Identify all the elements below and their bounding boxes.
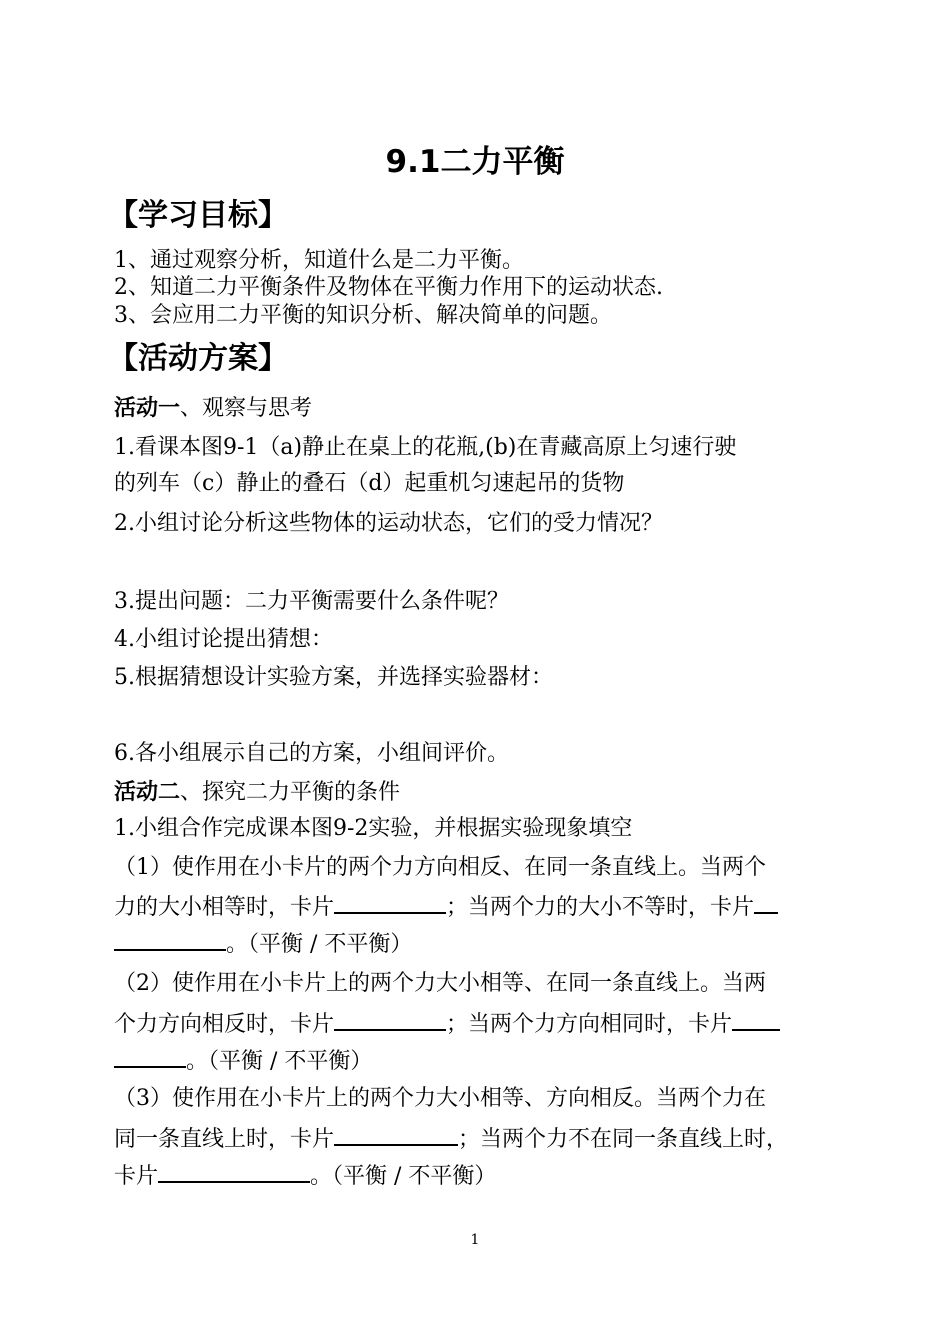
q1-options: 。（平衡 / 不平衡） [226, 932, 413, 957]
objective-item-1: 1、通过观察分析，知道什么是二力平衡。 [114, 248, 524, 273]
q1-line-1: （1）使作用在小卡片的两个力方向相反、在同一条直线上。当两个 [114, 855, 766, 880]
q2-line-2 [114, 1005, 844, 1043]
q3-line-1: （3）使作用在小卡片上的两个力大小相等、方向相反。当两个力在 [114, 1086, 766, 1111]
activity1-line-6: 5.根据猜想设计实验方案，并选择实验器材： [114, 665, 553, 690]
activity1-line-5: 4.小组讨论提出猜想： [114, 627, 333, 652]
activity1-label: 活动一 [114, 396, 181, 421]
q1-line-2 [114, 888, 844, 926]
activity1-line-1: 1.看课本图9-1（a)静止在桌上的花瓶,(b)在青藏高原上匀速行驶 [114, 435, 737, 460]
q2-line-3 [114, 1042, 844, 1080]
q1-blank-2-cont[interactable] [114, 925, 226, 951]
q1-blank-1[interactable] [334, 888, 446, 914]
q2-blank-2[interactable] [732, 1005, 780, 1031]
activity1-line-7: 6.各小组展示自己的方案，小组间评价。 [114, 741, 509, 766]
q3-text-c: 卡片 [114, 1164, 159, 1189]
activity2-label: 活动二 [114, 780, 181, 805]
activity1-line-4: 3.提出问题：二力平衡需要什么条件呢？ [114, 589, 509, 614]
q2-line-1: （2）使作用在小卡片上的两个力大小相等、在同一条直线上。当两 [114, 971, 766, 996]
activity1-heading [114, 391, 844, 427]
q3-text-a: 同一条直线上时，卡片 [114, 1127, 335, 1152]
q2-options: 。（平衡 / 不平衡） [186, 1049, 373, 1074]
activity1-line-2: 的列车（c）静止的叠石（d）起重机匀速起吊的货物 [114, 471, 625, 496]
activity2-heading [114, 775, 844, 811]
q3-text-b: ；当两个力不在同一条直线上时， [458, 1127, 789, 1152]
page-title: 9.1二力平衡 [385, 144, 565, 180]
q1-text-b: ；当两个力的大小不等时，卡片 [446, 895, 755, 920]
q3-blank-1[interactable] [334, 1120, 458, 1146]
page-number: 1 [470, 1232, 480, 1248]
activities-heading: 【活动方案】 [108, 341, 288, 376]
q2-blank-2-cont[interactable] [114, 1042, 186, 1068]
objective-item-3: 3、会应用二力平衡的知识分析、解决简单的问题。 [114, 303, 612, 328]
objectives-heading: 【学习目标】 [108, 198, 288, 233]
q1-blank-2[interactable] [754, 888, 778, 914]
activity2-intro: 1.小组合作完成课本图9-2实验，并根据实验现象填空 [114, 816, 633, 841]
q1-line-3 [114, 925, 844, 963]
q2-text-a: 个力方向相反时，卡片 [114, 1012, 335, 1037]
activity2-title: 、探究二力平衡的条件 [180, 780, 401, 805]
objective-item-2: 2、知道二力平衡条件及物体在平衡力作用下的运动状态. [114, 275, 663, 300]
q3-blank-2[interactable] [158, 1157, 310, 1183]
q3-line-2 [114, 1120, 844, 1158]
q3-options: 。（平衡 / 不平衡） [310, 1164, 497, 1189]
q2-blank-1[interactable] [334, 1005, 446, 1031]
q1-text-a: 力的大小相等时，卡片 [114, 895, 335, 920]
q2-text-b: ；当两个力方向相同时，卡片 [446, 1012, 733, 1037]
activity1-title: 、观察与思考 [180, 396, 313, 421]
activity1-line-3: 2.小组讨论分析这些物体的运动状态，它们的受力情况？ [114, 511, 663, 536]
q3-line-3 [114, 1157, 844, 1195]
